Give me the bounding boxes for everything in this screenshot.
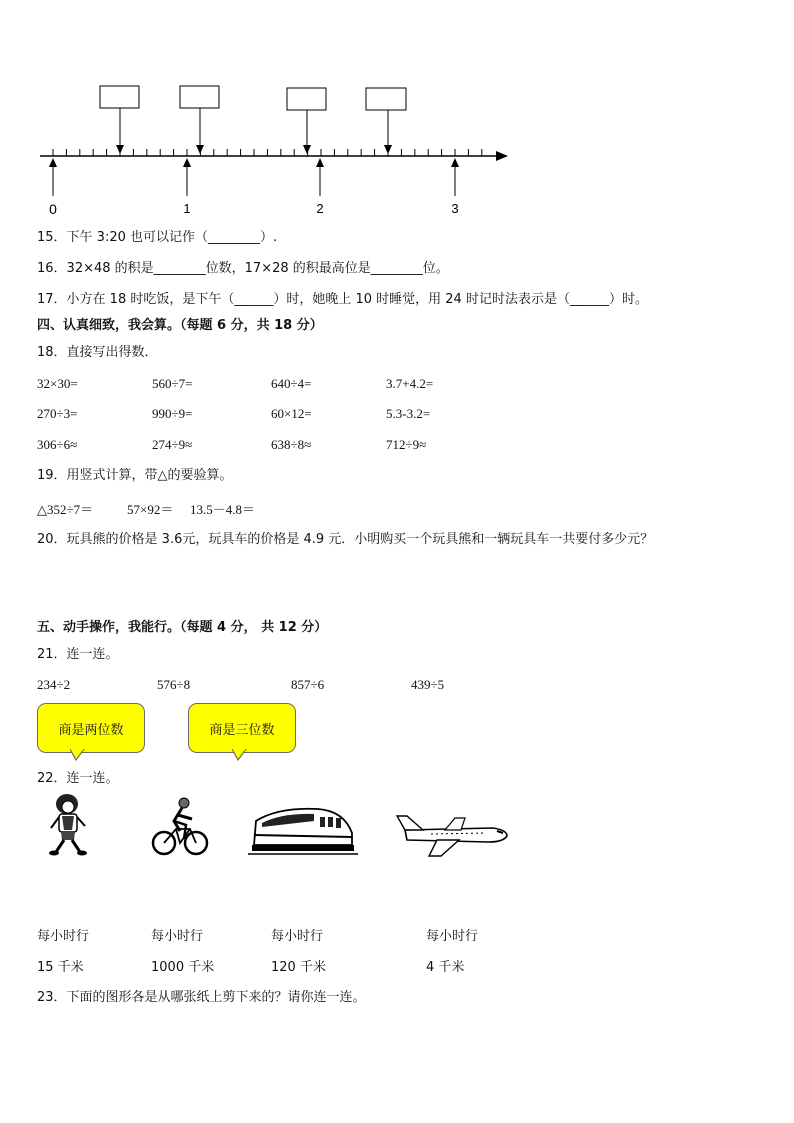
q19-item-1: △352÷7＝	[37, 502, 94, 517]
speed-2-line2[interactable]: 1000 千米	[151, 960, 215, 975]
cyclist-icon[interactable]	[150, 795, 210, 857]
answer-box-3[interactable]	[287, 88, 326, 110]
answer-box-1[interactable]	[100, 86, 139, 108]
q18-r2-c2: 990÷9=	[152, 406, 193, 421]
question-16: 16．32×48 的积是________位数，17×28 的积最高位是________位。	[37, 261, 449, 276]
q19-item-2: 57×92＝	[127, 502, 174, 517]
question-22-title: 22．连一连。	[37, 771, 119, 786]
q18-r3-c3: 638÷8≈	[271, 437, 312, 452]
box-arrowhead-3	[303, 145, 311, 154]
number-line-arrowhead	[496, 151, 508, 161]
speed-1-line1[interactable]: 每小时行	[37, 929, 90, 944]
speed-4-line2[interactable]: 4 千米	[426, 960, 465, 975]
high-speed-train-icon[interactable]	[248, 805, 358, 855]
speed-2-line1[interactable]: 每小时行	[151, 929, 204, 944]
question-15: 15．下午 3:20 也可以记作（________）.	[37, 230, 278, 245]
question-20: 20．玩具熊的价格是 3.6元，玩具车的价格是 4.9 元．小明购买一个玩具熊和一辆玩具车一共要付多少元？	[37, 532, 654, 547]
bubble-tail-2	[232, 749, 252, 761]
q18-r1-c2: 560÷7=	[152, 376, 193, 391]
q18-r3-c2: 274÷9≈	[152, 437, 193, 452]
bubble-two-digit-quotient[interactable]: 商是两位数	[37, 703, 145, 753]
unit-label-2: 2	[316, 201, 324, 216]
answer-box-4[interactable]	[366, 88, 406, 110]
bubble-tail-1	[70, 749, 90, 761]
question-19-title: 19．用竖式计算，带△的要验算。	[37, 468, 233, 483]
question-23: 23．下面的图形各是从哪张纸上剪下来的？请你连一连。	[37, 990, 366, 1005]
question-17: 17．小方在 18 时吃饭，是下午（______）时，她晚上 10 时睡觉，用 24 时记时法表示是（______）时。	[37, 292, 648, 307]
q18-r3-c4: 712÷9≈	[386, 437, 427, 452]
box-arrowhead-1	[116, 145, 124, 154]
q18-r1-c3: 640÷4=	[271, 376, 312, 391]
unit-arrowhead-0	[49, 158, 57, 167]
speed-4-line1[interactable]: 每小时行	[426, 929, 479, 944]
q19-item-3: 13.5－4.8＝	[190, 502, 256, 517]
question-21-title: 21．连一连。	[37, 647, 119, 662]
unit-label-0: 0	[49, 201, 57, 217]
q18-r1-c4: 3.7+4.2=	[386, 376, 434, 391]
q18-r3-c1: 306÷6≈	[37, 437, 78, 452]
section-4-title: 四、认真细致，我会算。（每题 6 分，共 18 分）	[37, 318, 323, 333]
q21-expression-1[interactable]: 234÷2	[37, 677, 71, 692]
bubble-three-digit-quotient[interactable]: 商是三位数	[188, 703, 296, 753]
question-18-title: 18．直接写出得数．	[37, 345, 158, 360]
box-arrowhead-2	[196, 145, 204, 154]
answer-box-2[interactable]	[180, 86, 219, 108]
speed-1-line2[interactable]: 15 千米	[37, 960, 84, 975]
airplane-icon[interactable]	[393, 812, 511, 858]
box-arrowhead-4	[384, 145, 392, 154]
q18-r2-c1: 270÷3=	[37, 406, 78, 421]
unit-arrowhead-3	[451, 158, 459, 167]
number-line-figure	[0, 70, 560, 220]
walking-child-icon[interactable]	[44, 792, 92, 856]
unit-label-3: 3	[451, 201, 459, 216]
speed-3-line1[interactable]: 每小时行	[271, 929, 324, 944]
section-5-title: 五、动手操作，我能行。（每题 4 分， 共 12 分）	[37, 620, 328, 635]
unit-label-1: 1	[183, 201, 191, 216]
unit-arrowhead-1	[183, 158, 191, 167]
q18-r1-c1: 32×30=	[37, 376, 78, 391]
q21-expression-2[interactable]: 576÷8	[157, 677, 191, 692]
q21-expression-4[interactable]: 439÷5	[411, 677, 445, 692]
q18-r2-c4: 5.3-3.2=	[386, 406, 431, 421]
unit-arrowhead-2	[316, 158, 324, 167]
number-line-ticks	[53, 149, 482, 156]
q18-r2-c3: 60×12=	[271, 406, 312, 421]
speed-3-line2[interactable]: 120 千米	[271, 960, 326, 975]
q21-expression-3[interactable]: 857÷6	[291, 677, 325, 692]
